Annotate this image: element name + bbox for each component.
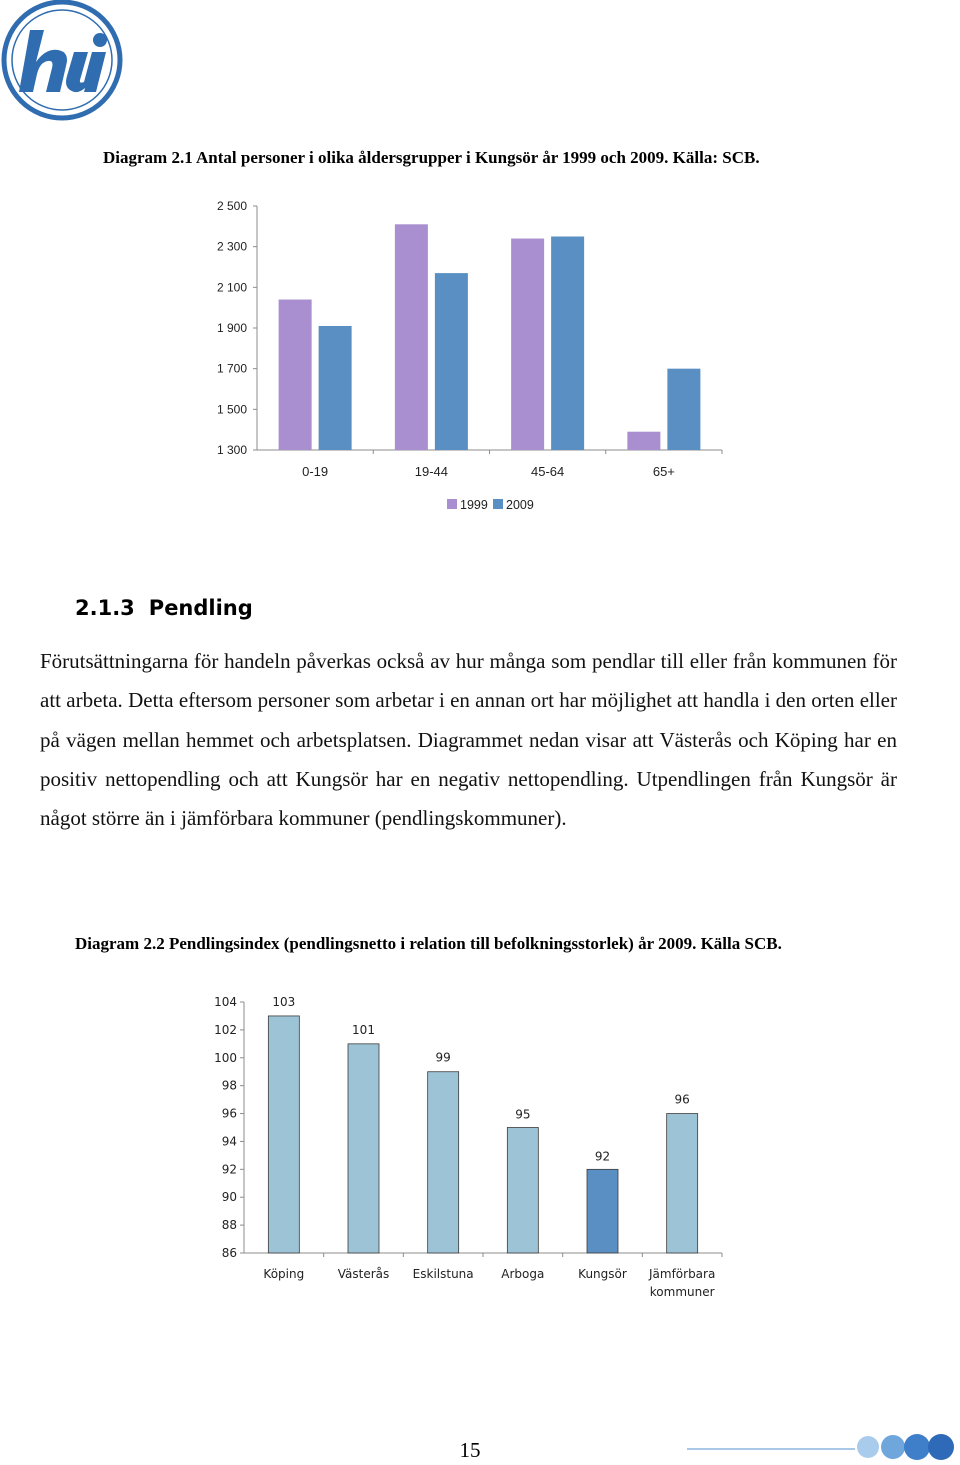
section-title: Pendling [148,596,253,620]
y-tick-label: 2 500 [216,199,247,213]
footer-dot [881,1435,905,1459]
footer-dot [904,1434,930,1460]
section-heading [75,596,253,620]
y-tick-label: 2 100 [216,280,247,295]
y-tick-label: 92 [221,1162,237,1177]
category-label: 19-44 [414,464,448,479]
y-tick-label: 102 [214,1022,237,1037]
bar-Köping [268,1016,299,1253]
bar-2009-45-64 [551,237,584,451]
bar-1999-65+ [627,432,660,450]
bar-2009-65+ [667,369,700,450]
y-tick-label: 98 [221,1078,237,1093]
y-tick-label: 88 [221,1218,237,1233]
y-tick-label: 100 [214,1050,237,1065]
commuting-index-bar-chart [200,985,740,1315]
category-label: kommuner [649,1285,715,1299]
data-label: 92 [594,1149,611,1164]
category-label: Jämförbara [648,1267,716,1281]
section-number: 2.1.3 [75,596,135,620]
y-tick-label: 104 [214,995,237,1009]
y-tick-label: 1 700 [216,361,247,376]
category-label: 0-19 [302,464,329,479]
category-label: Eskilstuna [412,1267,474,1281]
legend-label: 2009 [506,498,534,512]
legend-swatch [447,499,457,509]
bar-1999-45-64 [511,239,544,450]
bar-Västerås [348,1044,379,1253]
y-tick-label: 2 300 [216,239,247,254]
y-tick-label: 1 500 [216,402,247,417]
y-tick-label: 94 [221,1134,237,1149]
category-label: Köping [263,1267,305,1281]
category-label: Arboga [501,1267,545,1281]
bar-1999-19-44 [395,224,428,450]
y-tick-label: 1 300 [216,443,247,457]
bar-Kungsör [587,1169,618,1253]
bar-Arboga [507,1128,538,1254]
bar-2009-19-44 [435,273,468,450]
footer-dot [928,1434,954,1460]
age-group-bar-chart [190,190,750,530]
footer-dot [857,1436,879,1458]
data-label: 103 [272,994,296,1009]
bar-Jämförbara-kommuner [667,1114,698,1253]
diagram-1-caption: Diagram 2.1 Antal personer i olika åldersgrupper i Kungsör år 1999 och 2009. Källa: SCB. [103,148,760,167]
hui-logo-icon [0,0,126,122]
category-label: 45-64 [531,464,565,479]
category-label: Kungsör [578,1267,627,1281]
y-tick-label: 1 900 [216,321,247,335]
y-tick-label: 90 [221,1190,237,1205]
data-label: 96 [674,1092,690,1107]
bar-Eskilstuna [428,1072,459,1253]
data-label: 95 [515,1107,531,1122]
legend-swatch [493,499,503,509]
footer-dots-decoration [685,1428,960,1464]
category-label: Västerås [337,1267,390,1281]
bar-2009-0-19 [319,326,352,450]
data-label: 99 [435,1050,451,1065]
diagram-2-caption: Diagram 2.2 Pendlingsindex (pendlingsnetto i relation till befolkningsstorlek) år 2009. Källa SCB. [75,934,782,953]
page-number: 15 [459,1438,481,1462]
bar-1999-0-19 [279,300,312,450]
y-tick-label: 96 [221,1106,237,1121]
data-label: 101 [352,1022,375,1037]
legend-label: 1999 [460,498,488,512]
y-tick-label: 86 [221,1246,237,1260]
body-paragraph: Förutsättningarna för handeln påverkas också av hur många som pendlar till eller från kommunen för att arbeta. Detta eftersom personer som arbetar i en annan ort har möjlighet att handla i den orten eller på vägen mellan hemmet och arbetsplatsen. Diagrammet nedan visar att Västerås och Köping har en positiv nettopendling och att Kungsör har en negativ nettopendling. Utpendlingen från Kungsör är något större än i jämförbara kommuner (pendlingskommuner). [40,649,897,831]
category-label: 65+ [652,464,675,479]
